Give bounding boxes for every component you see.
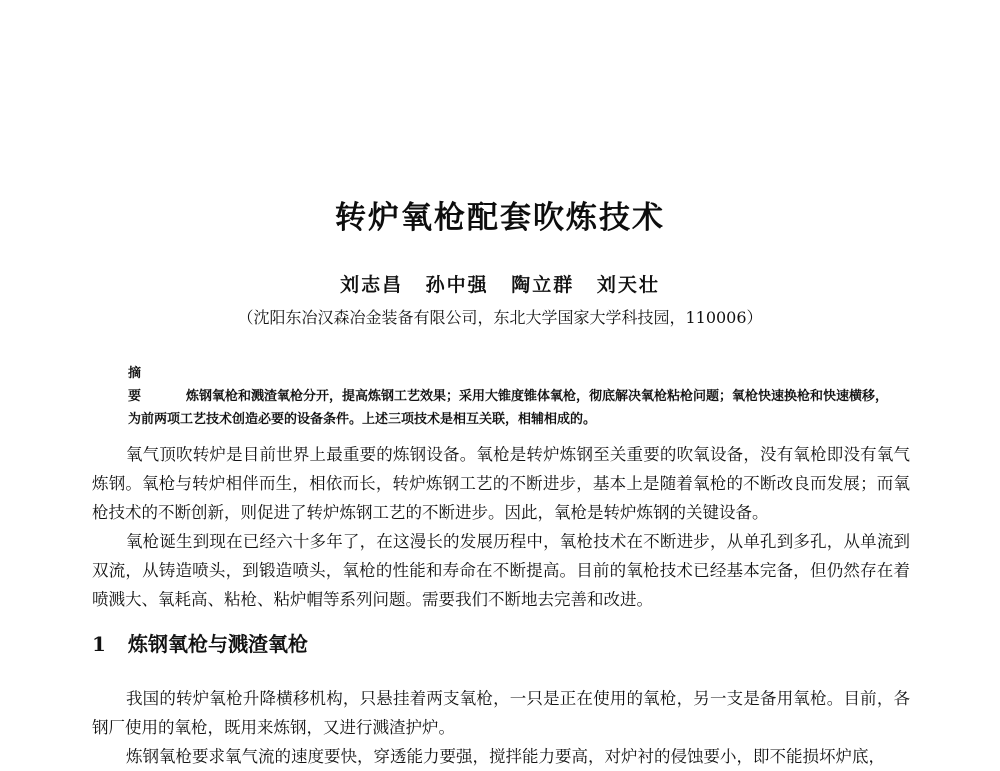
section-1-body <box>92 684 910 771</box>
abstract-label: 摘要 <box>128 366 160 404</box>
section-1-paragraph-1: 我国的转炉氧枪升降横移机构，只悬挂着两支氧枪，一只是正在使用的氧枪，另一支是备用氧枪。目前，各钢厂使用的氧枪，既用来炼钢，又进行溅渣护炉。 <box>92 689 910 737</box>
intro-paragraph-2: 氧枪诞生到现在已经六十多年了，在这漫长的发展历程中，氧枪技术在不断进步，从单孔到多孔，从单流到双流，从铸造喷头，到锻造喷头，氧枪的性能和寿命在不断提高。目前的氧枪技术已经基本完备，但仍然存在着喷溅大、氧耗高、粘枪、粘炉帽等系列问题。需要我们不断地去完善和改进。 <box>92 532 910 609</box>
author-list: 刘志昌 孙中强 陶立群 刘天壮 <box>340 274 660 296</box>
intro-section <box>92 440 910 614</box>
section-1-paragraph-2: 炼钢氧枪要求氧气流的速度要快，穿透能力要强，搅拌能力要高，对炉衬的侵蚀要小，即不能损坏炉底， <box>126 747 885 766</box>
section-title: 炼钢氧枪与溅渣氧枪 <box>128 632 308 656</box>
section-number: 1 <box>92 632 106 656</box>
section-heading <box>92 628 308 657</box>
paper-title: 转炉氧枪配套吹炼技术 <box>335 200 665 236</box>
intro-paragraph-1: 氧气顶吹转炉是目前世界上最重要的炼钢设备。氧枪是转炉炼钢至关重要的吹氧设备，没有氧枪即没有氧气炼钢。氧枪与转炉相伴而生，相依而长，转炉炼钢工艺的不断进步，基本上是随着氧枪的不断改良而发展；而氧枪技术的不断创新，则促进了转炉炼钢工艺的不断进步。因此，氧枪是转炉炼钢的关键设备。 <box>92 445 910 522</box>
abstract-text: 炼钢氧枪和溅渣氧枪分开，提高炼钢工艺效果；采用大锥度锥体氧枪，彻底解决氧枪粘枪问题；氧枪快速换枪和快速横移，为前两项工艺技术创造必要的设备条件。上述三项技术是相互关联，相辅相成的。 <box>128 389 889 427</box>
author-affiliation: （沈阳东冶汉森冶金装备有限公司，东北大学国家大学科技园，110006） <box>237 308 763 327</box>
abstract-block <box>128 362 888 431</box>
